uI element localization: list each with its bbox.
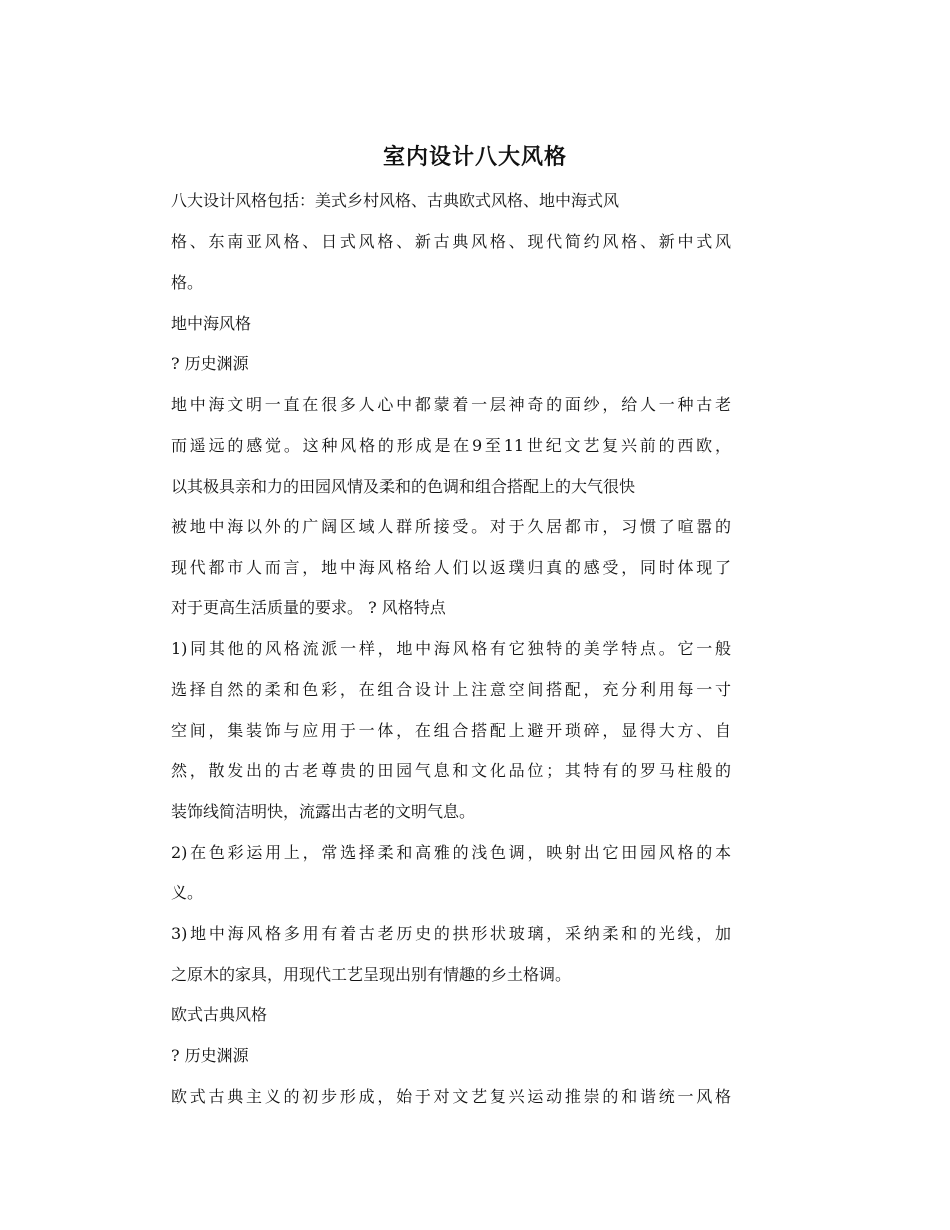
text-line: 现代都市人而言，地中海风格给人们以返璞归真的感受，同时体现了 — [171, 558, 731, 577]
text-line: 而遥远的感觉。这种风格的形成是在9至11世纪文艺复兴前的西欧， — [171, 436, 731, 455]
subsection-heading: ? 历史渊源 — [171, 1046, 249, 1065]
text-line: 3)地中海风格多用有着古老历史的拱形状玻璃，采纳柔和的光线，加 — [171, 924, 731, 943]
text-line: 地中海文明一直在很多人心中都蒙着一层神奇的面纱，给人一种古老 — [171, 395, 731, 414]
text-line: 装饰线简洁明快，流露出古老的文明气息。 — [171, 802, 476, 821]
text-line: 义。 — [171, 883, 204, 902]
text-line: 1)同其他的风格流派一样，地中海风格有它独特的美学特点。它一般 — [171, 639, 731, 658]
text-line: 然，散发出的古老尊贵的田园气息和文化品位；其特有的罗马柱般的 — [171, 761, 731, 780]
text-line: 八大设计风格包括：美式乡村风格、古典欧式风格、地中海式风 — [171, 191, 620, 210]
text-line: 格。 — [171, 273, 204, 292]
text-line: 选择自然的柔和色彩，在组合设计上注意空间搭配，充分利用每一寸 — [171, 680, 731, 699]
text-line: 以其极具亲和力的田园风情及柔和的色调和组合搭配上的大气很快 — [171, 477, 636, 496]
text-line: 空间，集装饰与应用于一体，在组合搭配上避开琐碎，显得大方、自 — [171, 721, 731, 740]
text-line: 被地中海以外的广阔区域人群所接受。对于久居都市，习惯了喧嚣的 — [171, 517, 731, 536]
subsection-heading: ? 历史渊源 — [171, 354, 249, 373]
section-heading: 地中海风格 — [171, 314, 252, 333]
text-line: 2)在色彩运用上，常选择柔和高雅的浅色调，映射出它田园风格的本 — [171, 843, 731, 862]
text-line: 对于更高生活质量的要求。 ? 风格特点 — [171, 598, 446, 617]
text-line: 欧式古典主义的初步形成，始于对文艺复兴运动推崇的和谐统一风格 — [171, 1087, 731, 1106]
section-heading: 欧式古典风格 — [171, 1005, 268, 1024]
text-line: 之原木的家具，用现代工艺呈现出别有情趣的乡土格调。 — [171, 965, 572, 984]
document-title: 室内设计八大风格 — [382, 145, 567, 170]
text-line: 格、东南亚风格、日式风格、新古典风格、现代简约风格、新中式风 — [171, 232, 731, 251]
